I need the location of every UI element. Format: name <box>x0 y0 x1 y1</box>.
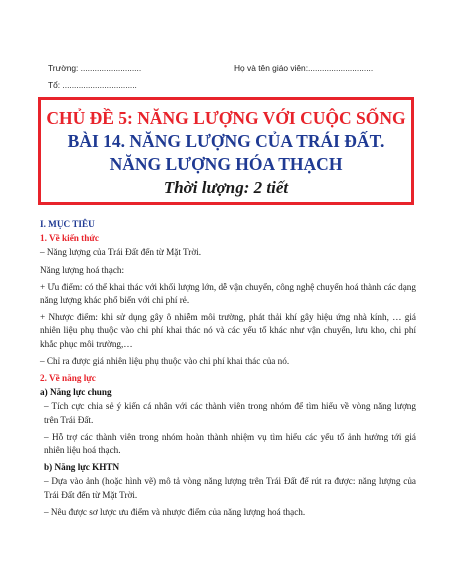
school-field: Trường: .......................... <box>48 63 142 73</box>
knowledge-item: – Năng lượng của Trái Đất đến từ Mặt Trời. <box>40 247 202 258</box>
knowledge-item: Năng lượng hoá thạch: <box>40 264 125 275</box>
science-competence-heading: b) Năng lực KHTN <box>44 462 120 473</box>
duration: Thời lượng: 2 tiết <box>163 178 289 197</box>
knowledge-item: + Ưu điểm: có thể khai thác với khối lượng lớn, dễ vận chuyển, công nghệ chuyển hoá thành các dạng năng lượng khác phổ biến với chi phí rẻ. <box>40 281 416 306</box>
general-competence-heading: a) Năng lực chung <box>40 387 112 398</box>
teacher-field: Họ và tên giáo viên:............................ <box>234 63 374 73</box>
topic-title: CHỦ ĐỀ 5: NĂNG LƯỢNG VỚI CUỘC SỐNG <box>46 108 406 128</box>
section-objectives: I. MỤC TIÊU <box>40 219 95 229</box>
subsection-knowledge: 1. Về kiến thức <box>40 233 99 244</box>
knowledge-item: – Chỉ ra được giá nhiên liệu phụ thuộc vào chi phí khai thác của nó. <box>40 355 290 366</box>
competence-item: – Dựa vào ảnh (hoặc hình vẽ) mô tả vòng năng lượng trên Trái Đất để rút ra được: năng lượng của Trái Đất đến từ Mặt Trời. <box>44 476 416 500</box>
competence-item: – Nêu được sơ lược ưu điểm và nhược điểm của năng lượng hoá thạch. <box>44 506 306 517</box>
lesson-subtitle: NĂNG LƯỢNG HÓA THẠCH <box>109 154 343 174</box>
lesson-title: BÀI 14. NĂNG LƯỢNG CỦA TRÁI ĐẤT. <box>67 131 385 151</box>
competence-item: – Tích cực chia sẻ ý kiến cá nhân với các thành viên trong nhóm để tìm hiểu về vòng năng lượng trên Trái Đất. <box>44 401 416 425</box>
competence-item: – Hỗ trợ các thành viên trong nhóm hoàn thành nhiệm vụ tìm hiểu các yếu tố ảnh hưởng tới giá nhiên liệu hoá thạch. <box>44 431 416 456</box>
subsection-competence: 2. Về năng lực <box>40 373 96 384</box>
document-body <box>40 218 416 523</box>
title-box <box>38 97 414 205</box>
group-field: Tổ: ................................ <box>48 80 137 90</box>
knowledge-item: + Nhược điểm: khi sử dụng gây ô nhiễm môi trường, phát thải khí gây hiệu ứng nhà kính, … giá nhiên liệu phụ thuộc vào chi phí khai thác nó và các yếu tố khác như vận chuyển, lưu kho, chi phí khắc phục môi trường,… <box>40 312 416 349</box>
